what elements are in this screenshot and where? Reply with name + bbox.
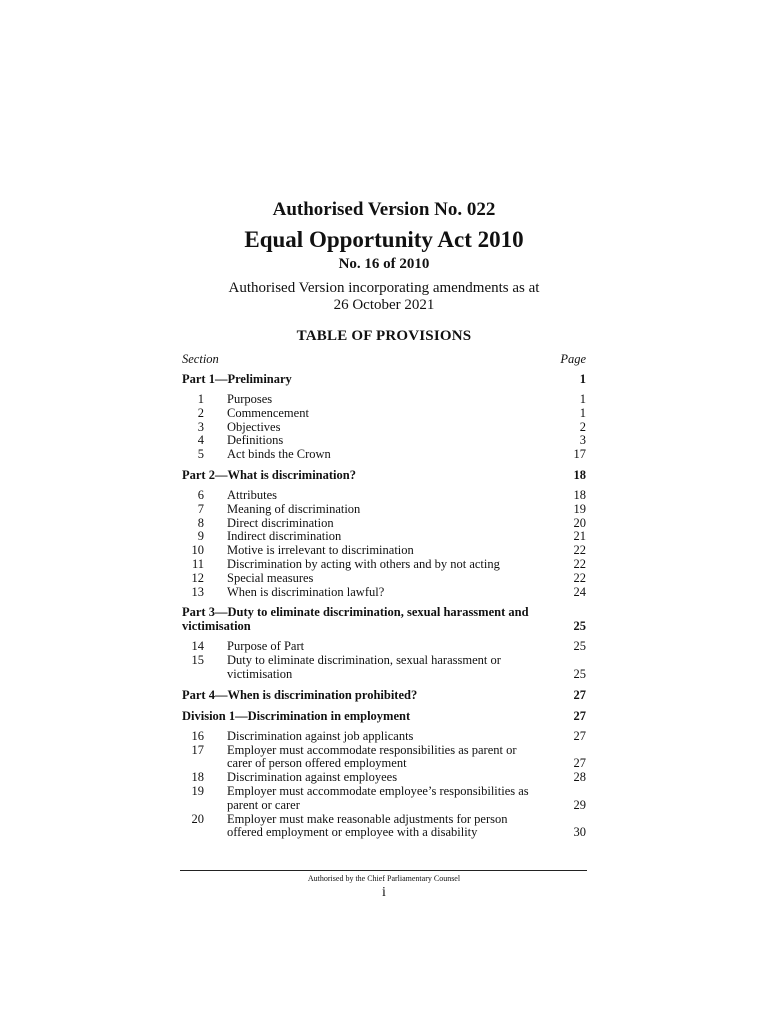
toc-entry-number: 17 — [191, 742, 204, 757]
toc-part-heading — [182, 709, 586, 723]
toc-part-heading — [182, 468, 586, 482]
toc-entry-page: 25 — [573, 639, 586, 654]
toc-entry-number: 1 — [197, 392, 204, 406]
toc-entry-title: Commencement — [227, 405, 309, 420]
toc-part-heading — [182, 372, 586, 386]
toc-entry-title: Indirect discrimination — [227, 529, 342, 544]
toc-entry-title: offered employment or employee with a disability — [227, 825, 478, 840]
authorised-line-2: 26 October 2021 — [333, 297, 435, 313]
toc-entry-number: 10 — [191, 543, 204, 558]
column-headers — [182, 352, 586, 372]
toc-entry — [182, 448, 586, 462]
toc-entry-title: victimisation — [227, 666, 293, 681]
toc-part-page: 25 — [573, 619, 586, 634]
toc-entry-number: 3 — [197, 419, 204, 434]
footer-authorised-by: Authorised by the Chief Parliamentary Counsel — [307, 874, 461, 883]
toc-entry-number: 20 — [191, 811, 204, 826]
authorised-line-1: Authorised Version incorporating amendments as at — [228, 280, 540, 296]
toc-entry-page: 25 — [573, 666, 586, 681]
toc-part-label: Part 4—When is discrimination prohibited? — [182, 687, 418, 702]
act-title: Equal Opportunity Act 2010 — [244, 227, 524, 252]
toc-part-page: 27 — [573, 708, 586, 723]
toc-entry-number: 15 — [191, 653, 204, 668]
toc-part-page: 18 — [573, 467, 586, 482]
toc-entry-number: 13 — [191, 584, 204, 599]
toc-entry — [182, 730, 586, 744]
toc-entry-number: 6 — [197, 487, 204, 502]
toc-entry — [182, 530, 586, 544]
toc-entry-title: Discrimination by acting with others and by not acting — [227, 556, 500, 571]
toc-entry — [182, 785, 586, 813]
toc-entry-number: 19 — [191, 783, 204, 798]
toc-entry-number: 7 — [197, 501, 204, 516]
toc-part-label: Part 1—Preliminary — [182, 372, 292, 386]
toc-entry-number: 8 — [197, 515, 204, 530]
toc-entry-number: 9 — [197, 529, 204, 544]
toc-entry-page: 22 — [573, 570, 586, 585]
toc-entry-title: Employer must accommodate responsibilities as parent or — [227, 742, 517, 757]
toc-entry — [182, 407, 586, 421]
toc-entry — [182, 517, 586, 531]
toc-entry-page: 22 — [573, 543, 586, 558]
toc-entry — [182, 586, 586, 600]
footer-divider — [180, 870, 587, 871]
table-of-provisions — [182, 352, 586, 840]
toc-part-page: 1 — [579, 372, 586, 386]
toc-entry-page: 3 — [579, 433, 586, 448]
toc-entry-title: Meaning of discrimination — [227, 501, 361, 516]
toc-entry-page: 19 — [573, 501, 586, 516]
toc-part-label: Part 3—Duty to eliminate discrimination, sexual harassment and victimisation — [182, 605, 529, 634]
toc-entry-title: Attributes — [227, 487, 277, 502]
toc-entry-title: parent or carer — [227, 797, 300, 812]
toc-entry-number: 12 — [191, 570, 204, 585]
toc-entry — [182, 558, 586, 572]
toc-entry-title: Special measures — [227, 570, 314, 585]
toc-entry-title: Purposes — [227, 392, 273, 406]
toc-entry-page: 1 — [579, 392, 586, 406]
toc-entry-page: 27 — [573, 728, 586, 743]
toc-entry-page: 1 — [579, 405, 586, 420]
toc-part-heading — [182, 605, 586, 633]
toc-part-label: Part 2—What is discrimination? — [182, 467, 356, 482]
table-of-provisions-heading: TABLE OF PROVISIONS — [296, 328, 472, 344]
toc-entry — [182, 421, 586, 435]
toc-entry-page: 22 — [573, 556, 586, 571]
toc-entry-number: 16 — [191, 728, 204, 743]
toc-entry — [182, 744, 586, 772]
toc-part-label: Division 1—Discrimination in employment — [182, 708, 411, 723]
toc-entry-page: 17 — [573, 447, 586, 462]
footer-page-number: i — [382, 885, 386, 900]
toc-entry — [182, 771, 586, 785]
toc-entry — [182, 393, 586, 407]
toc-entry-page: 30 — [573, 825, 586, 840]
toc-entry-page: 27 — [573, 756, 586, 771]
act-number: No. 16 of 2010 — [338, 256, 430, 272]
toc-body — [182, 372, 586, 840]
toc-entry-title: Employer must make reasonable adjustments for person — [227, 811, 508, 826]
toc-entry-page: 21 — [573, 529, 586, 544]
toc-entry-title: Purpose of Part — [227, 639, 305, 654]
toc-entry — [182, 434, 586, 448]
toc-entry-title: Act binds the Crown — [227, 447, 331, 462]
page-column-header: Page — [560, 352, 586, 366]
toc-entry-title: Motive is irrelevant to discrimination — [227, 543, 414, 558]
authorised-statement — [0, 280, 768, 314]
toc-entry-title: Discrimination against job applicants — [227, 728, 414, 743]
toc-entry — [182, 654, 586, 682]
toc-entry-number: 4 — [197, 433, 204, 448]
toc-part-page: 27 — [573, 687, 586, 702]
toc-entry — [182, 813, 586, 841]
toc-entry — [182, 544, 586, 558]
section-column-header: Section — [182, 352, 219, 366]
toc-part-heading — [182, 688, 586, 702]
toc-entry-page: 24 — [573, 584, 586, 599]
toc-entry-number: 11 — [191, 556, 204, 571]
toc-entry-number: 5 — [197, 447, 204, 462]
toc-entry-title: Objectives — [227, 419, 281, 434]
authorised-version: Authorised Version No. 022 — [272, 199, 496, 220]
toc-entry-title: carer of person offered employment — [227, 756, 407, 771]
toc-entry-title: Definitions — [227, 433, 284, 448]
toc-entry — [182, 640, 586, 654]
toc-entry-title: Employer must accommodate employee’s responsibilities as — [227, 783, 529, 798]
toc-entry-number: 2 — [197, 405, 204, 420]
toc-entry-title: Duty to eliminate discrimination, sexual harassment or — [227, 653, 501, 668]
toc-entry-title: When is discrimination lawful? — [227, 584, 385, 599]
toc-entry-number: 18 — [191, 770, 204, 785]
toc-entry — [182, 503, 586, 517]
toc-entry-title: Direct discrimination — [227, 515, 334, 530]
toc-entry-page: 18 — [573, 487, 586, 502]
toc-entry-number: 14 — [191, 639, 204, 654]
toc-entry-title: Discrimination against employees — [227, 770, 398, 785]
toc-entry — [182, 572, 586, 586]
toc-entry-page: 29 — [573, 797, 586, 812]
toc-entry — [182, 489, 586, 503]
toc-entry-page: 2 — [579, 419, 586, 434]
toc-entry-page: 28 — [573, 770, 586, 785]
toc-entry-page: 20 — [573, 515, 586, 530]
